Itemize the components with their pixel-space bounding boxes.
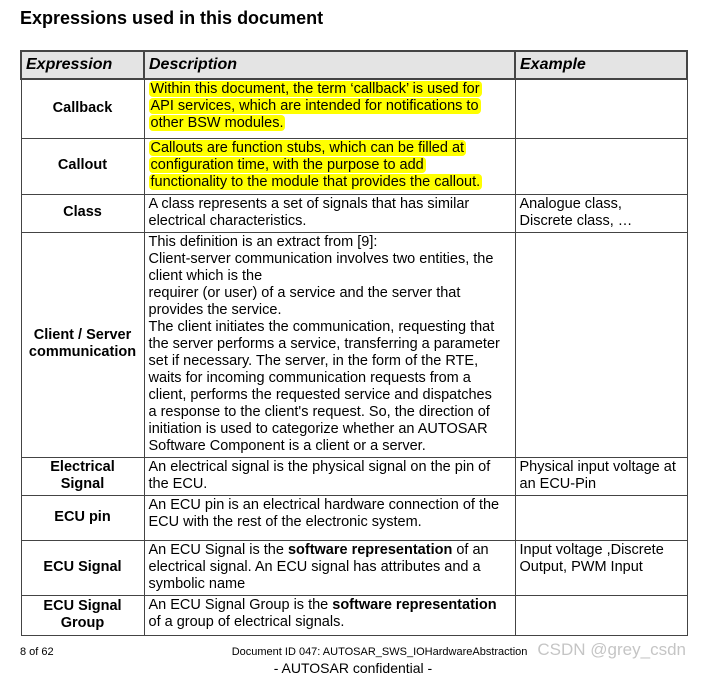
description-line [149,285,511,302]
description-text: This definition is an extract from [9]: [148,233,378,250]
description-line [149,497,511,514]
example-cell [515,457,687,495]
description-line [149,234,511,251]
description-line [149,597,511,614]
expression-text: Callout [57,157,108,173]
bold-term: software representation [287,541,453,558]
description-line [149,319,511,336]
expression-cell [21,232,144,457]
description-cell [144,79,515,138]
expression-text: Class [63,204,102,220]
expression-cell [21,495,144,540]
description-cell [144,457,515,495]
expression-text: Callback [52,99,113,116]
expression-cell [21,595,144,635]
description-line [149,196,511,213]
expression-text: Client / Server [33,327,132,343]
example-text: Analogue class, [519,195,622,212]
expression-cell [21,194,144,232]
description-cell [144,595,515,635]
example-cell [515,79,687,138]
description-line [149,353,511,370]
description-text: Within this document, the term ‘callback’ is used for [150,81,480,97]
description-text: electrical signal. An ECU signal has attributes and a [148,558,481,575]
description-cell [144,194,515,232]
table-row [21,457,687,495]
description-text: symbolic name [148,575,246,592]
page-footer [20,640,686,659]
description-line [149,174,511,191]
bold-term: software representation [332,596,497,613]
description-line [149,268,511,285]
description-cell [144,138,515,194]
description-text: functionality to the module that provides the callout. [150,173,481,190]
header-example: Example [515,51,687,79]
expression-text: communication [28,344,137,360]
description-text: of a group of electrical signals. [148,613,345,630]
example-text: an ECU-Pin [519,475,597,492]
description-text: Software Component is a client or a server. [148,437,426,454]
table-row [21,194,687,232]
expression-text: ECU Signal [43,558,122,575]
description-text: The client initiates the communication, requesting that [148,318,495,335]
example-text: Physical input voltage at [519,458,676,475]
description-line [149,459,511,476]
description-text: a response to the client's request. So, the direction of [148,403,490,420]
expression-text: ECU pin [54,508,111,525]
description-text: other BSW modules. [150,115,284,131]
example-text: Input voltage ,Discrete [519,541,664,558]
description-line [149,302,511,319]
page-number: 8 of 62 [20,645,54,658]
description-line [149,476,511,493]
expression-text: Signal [60,475,105,492]
description-line [149,140,511,157]
expressions-table [20,50,688,636]
example-cell [515,495,687,540]
description-text: Callouts are function stubs, which can be filled at [150,139,465,156]
description-text: the server performs a service, transferring a parameter [148,335,500,352]
header-expression: Expression [21,51,144,79]
description-cell [144,495,515,540]
example-cell [515,595,687,635]
description-text: configuration time, with the purpose to add [150,156,424,173]
description-text: requirer (or user) of a service and the server that [148,284,461,301]
description-line [149,98,511,115]
table-row [21,540,687,595]
description-line [149,614,511,631]
description-text: provides the service. [148,301,282,318]
description-cell [144,540,515,595]
expression-cell [21,138,144,194]
description-text: electrical characteristics. [148,212,307,229]
table-row [21,79,687,138]
description-line [149,576,511,593]
description-line [149,157,511,174]
expression-text: ECU Signal [43,597,122,614]
watermark: CSDN @grey_csdn [537,639,686,659]
description-line [149,514,511,531]
table-header-row [21,51,687,79]
description-line [149,370,511,387]
description-line [149,421,511,438]
description-line [149,251,511,268]
description-text: API services, which are intended for notifications to [150,98,479,114]
expression-cell [21,457,144,495]
description-text: the ECU. [148,475,208,492]
header-description: Description [144,51,515,79]
table-row [21,595,687,635]
expression-cell [21,79,144,138]
table-row [21,138,687,194]
description-text: An ECU Signal Group is the [148,596,333,613]
description-cell [144,232,515,457]
description-text: client, performs the requested service and dispatches [148,386,492,403]
example-cell [515,138,687,194]
description-text: Client-server communication involves two entities, the [148,250,494,267]
document-body [20,50,686,676]
description-text: An electrical signal is the physical signal on the pin of [148,458,491,475]
table-row [21,232,687,457]
description-text: An ECU Signal is the [148,541,288,558]
description-line [149,542,511,559]
description-text: A class represents a set of signals that has similar [148,195,470,212]
description-line [149,559,511,576]
expression-cell [21,540,144,595]
description-line [149,387,511,404]
description-line [149,115,511,132]
expression-text: Group [60,614,105,631]
description-line [149,404,511,421]
description-text: initiation is used to categorize whether an AUTOSAR [148,420,488,437]
description-line [149,81,511,98]
description-text: waits for incoming communication requests from a [148,369,471,386]
description-text: client which is the [148,267,263,284]
description-line [149,336,511,353]
footer-right [232,640,686,659]
example-text: Output, PWM Input [519,558,643,575]
expression-text: Electrical [50,458,115,475]
example-cell [515,232,687,457]
document-id: Document ID 047: AUTOSAR_SWS_IOHardwareAbstraction [231,645,528,658]
example-cell [515,194,687,232]
example-text: Discrete class, … [519,212,633,229]
description-text: An ECU pin is an electrical hardware connection of the [148,496,500,513]
description-text: set if necessary. The server, in the form of the RTE, [148,352,479,369]
table-row [21,495,687,540]
description-line [149,213,511,230]
example-cell [515,540,687,595]
description-text: of an [452,541,489,558]
description-text: ECU with the rest of the electronic system. [148,513,422,530]
section-title: Expressions used in this document [20,8,324,28]
confidential-notice: - AUTOSAR confidential - [273,659,433,676]
description-line [149,438,511,455]
